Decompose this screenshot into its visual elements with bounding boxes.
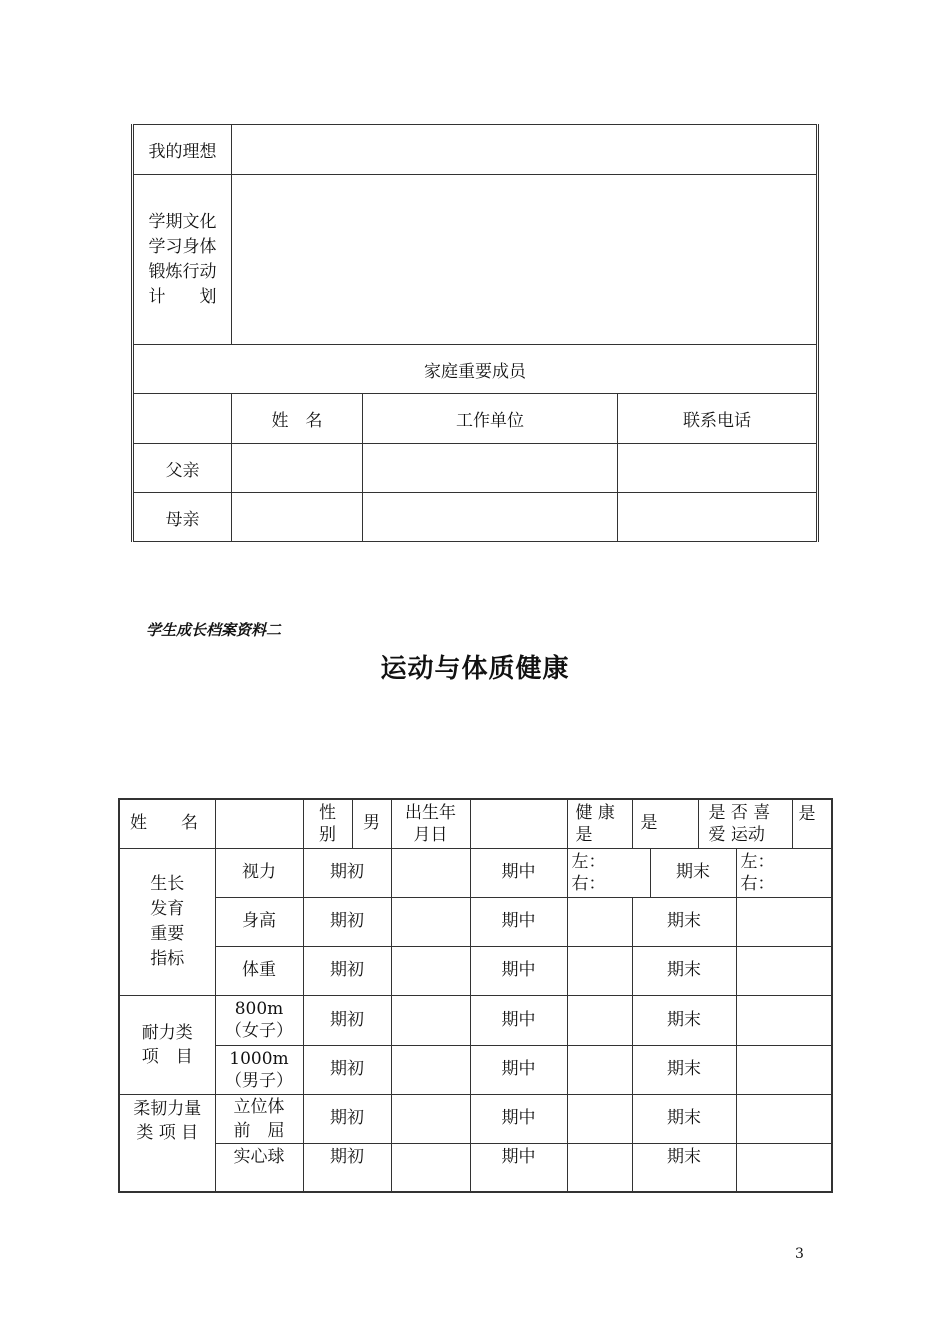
birth-value-cell[interactable]	[470, 799, 567, 848]
section-subtitle: 学生成长档案资料二	[146, 621, 282, 639]
run1000-end-value[interactable]	[736, 1045, 832, 1094]
run1000-label-line: 1000m	[229, 1048, 289, 1069]
height-end-value[interactable]	[736, 897, 832, 946]
birth-label	[391, 799, 470, 848]
table-row	[119, 1143, 832, 1192]
ideal-label: 我的理想	[133, 125, 232, 175]
like-sport-value[interactable]: 是	[792, 799, 832, 848]
period-end-label: 期末	[632, 1143, 736, 1192]
run800-label	[215, 995, 303, 1045]
height-mid-value[interactable]	[567, 897, 632, 946]
plan-label-line: 锻炼行动	[148, 261, 217, 282]
family-col-work: 工作单位	[363, 394, 618, 444]
family-corner-cell	[133, 394, 232, 444]
table-row	[133, 444, 818, 493]
growth-group-label	[119, 848, 215, 995]
endurance-group-label	[119, 995, 215, 1094]
period-start-label: 期初	[303, 897, 391, 946]
run1000-mid-value[interactable]	[567, 1045, 632, 1094]
endurance-group-line: 耐力类	[141, 1022, 193, 1043]
run800-end-value[interactable]	[736, 995, 832, 1045]
name-value-cell[interactable]	[215, 799, 303, 848]
right-eye-label: 右：	[740, 873, 775, 894]
period-end-label: 期末	[650, 848, 736, 897]
medicine-ball-start-value[interactable]	[391, 1143, 470, 1192]
run800-mid-value[interactable]	[567, 995, 632, 1045]
run1000-label	[215, 1045, 303, 1094]
run800-label-line: 800m	[234, 999, 284, 1019]
plan-label-line: 计 划	[148, 286, 217, 307]
period-mid-label: 期中	[470, 946, 567, 995]
table-row	[119, 848, 832, 897]
profile-table	[131, 124, 819, 542]
name-label-text: 姓 名	[130, 813, 198, 834]
gender-label-line: 性	[319, 802, 336, 823]
father-name-cell[interactable]	[232, 444, 363, 493]
forward-bend-label-line: 立位体	[233, 1096, 285, 1117]
period-start-label: 期初	[303, 1094, 391, 1143]
mother-name-cell[interactable]	[232, 493, 363, 542]
height-label: 身高	[215, 897, 303, 946]
family-col-phone: 联系电话	[618, 394, 818, 444]
run1000-label-line: （男子）	[225, 1070, 293, 1091]
growth-group-line: 指标	[150, 948, 185, 969]
height-start-value[interactable]	[391, 897, 470, 946]
healthy-label-line: 健 康	[575, 802, 615, 823]
left-eye-label: 左：	[571, 851, 606, 872]
weight-label: 体重	[215, 946, 303, 995]
mother-phone-cell[interactable]	[618, 493, 818, 542]
growth-group-line: 重要	[150, 923, 185, 944]
healthy-label	[567, 799, 632, 848]
period-start-label: 期初	[303, 946, 391, 995]
period-end-label: 期末	[632, 995, 736, 1045]
period-end-label: 期末	[632, 1094, 736, 1143]
vision-label: 视力	[215, 848, 303, 897]
birth-label-line: 出生年	[405, 802, 456, 823]
healthy-label-line: 是	[575, 824, 593, 845]
medicine-ball-mid-value[interactable]	[567, 1143, 632, 1192]
page-title: 运动与体质健康	[380, 654, 570, 684]
flex-group-line: 柔韧力量	[133, 1098, 202, 1119]
period-mid-label: 期中	[470, 1094, 567, 1143]
table-row	[133, 493, 818, 542]
family-row-mother: 母亲	[133, 493, 232, 542]
period-start-label: 期初	[303, 1045, 391, 1094]
healthy-value[interactable]: 是	[632, 799, 698, 848]
family-row-father: 父亲	[133, 444, 232, 493]
table-row	[119, 1094, 832, 1143]
vision-start-value[interactable]	[391, 848, 470, 897]
period-mid-label: 期中	[470, 848, 567, 897]
period-mid-label: 期中	[470, 995, 567, 1045]
period-start-label: 期初	[303, 848, 391, 897]
gender-label	[303, 799, 352, 848]
forward-bend-start-value[interactable]	[391, 1094, 470, 1143]
growth-group-line: 生长	[150, 873, 185, 894]
plan-label	[133, 175, 232, 345]
vision-end-value[interactable]	[736, 848, 832, 897]
gender-value[interactable]: 男	[352, 799, 391, 848]
gender-label-line: 别	[319, 824, 336, 845]
table-row	[119, 946, 832, 995]
like-sport-label	[698, 799, 792, 848]
period-mid-label: 期中	[470, 897, 567, 946]
health-table	[118, 798, 833, 1193]
vision-mid-value[interactable]	[567, 848, 650, 897]
table-row	[119, 995, 832, 1045]
table-row	[119, 1045, 832, 1094]
plan-label-line: 学习身体	[148, 236, 217, 257]
family-col-name: 姓 名	[232, 394, 363, 444]
endurance-group-line: 项 目	[141, 1046, 193, 1067]
period-end-label: 期末	[632, 897, 736, 946]
plan-input-cell[interactable]	[232, 175, 818, 345]
ideal-input-cell[interactable]	[232, 125, 818, 175]
forward-bend-mid-value[interactable]	[567, 1094, 632, 1143]
run800-start-value[interactable]	[391, 995, 470, 1045]
growth-group-line: 发育	[150, 898, 185, 919]
forward-bend-label-line: 前 屈	[233, 1120, 285, 1141]
weight-mid-value[interactable]	[567, 946, 632, 995]
weight-end-value[interactable]	[736, 946, 832, 995]
period-end-label: 期末	[632, 1045, 736, 1094]
period-end-label: 期末	[632, 946, 736, 995]
father-work-cell[interactable]	[363, 444, 618, 493]
medicine-ball-label: 实心球	[215, 1143, 303, 1192]
right-eye-label: 右：	[571, 873, 606, 894]
period-mid-label: 期中	[470, 1143, 567, 1192]
plan-label-line: 学期文化	[148, 211, 217, 232]
like-sport-label-line: 爱 运动	[708, 824, 765, 845]
period-start-label: 期初	[303, 995, 391, 1045]
flex-group-label	[119, 1094, 215, 1192]
family-header: 家庭重要成员	[133, 345, 818, 394]
run1000-start-value[interactable]	[391, 1045, 470, 1094]
name-label	[119, 799, 215, 848]
medicine-ball-end-value[interactable]	[736, 1143, 832, 1192]
page-number: 3	[795, 1246, 804, 1262]
birth-label-line: 月日	[413, 824, 448, 845]
run800-label-line: （女子）	[225, 1021, 293, 1041]
mother-work-cell[interactable]	[363, 493, 618, 542]
forward-bend-end-value[interactable]	[736, 1094, 832, 1143]
forward-bend-label	[215, 1094, 303, 1143]
father-phone-cell[interactable]	[618, 444, 818, 493]
period-start-label: 期初	[303, 1143, 391, 1192]
weight-start-value[interactable]	[391, 946, 470, 995]
table-row	[119, 897, 832, 946]
left-eye-label: 左：	[740, 851, 775, 872]
period-mid-label: 期中	[470, 1045, 567, 1094]
flex-group-line: 类 项 目	[136, 1122, 199, 1143]
like-sport-label-line: 是 否 喜	[708, 802, 771, 823]
